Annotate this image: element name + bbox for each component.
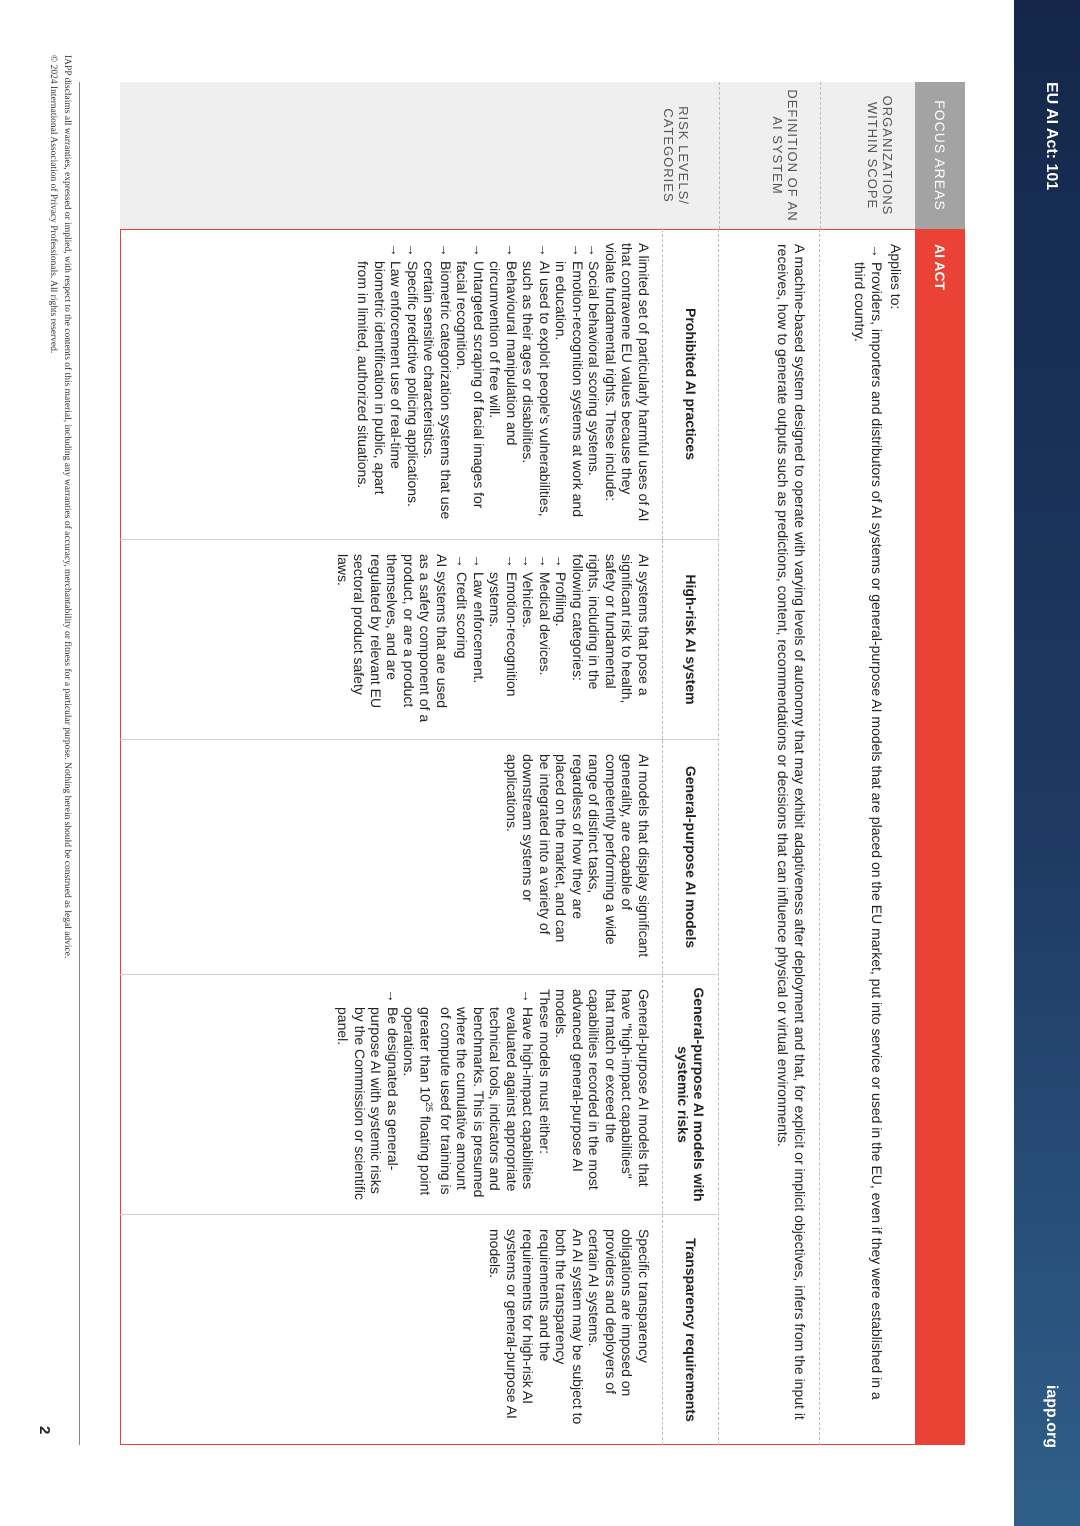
site-link[interactable]: iapp.org (1043, 1384, 1060, 1448)
footer-rule (79, 82, 80, 1445)
gpai-systemic-column (120, 974, 719, 1214)
arrow-right-icon: → (504, 554, 520, 568)
arrow-right-icon: → (388, 243, 405, 257)
arrow-right-icon: → (586, 243, 603, 257)
list-item: → Specific predictive policing applications. (405, 243, 421, 507)
orgs-cell (851, 244, 904, 1424)
arrow-right-icon: → (405, 243, 421, 257)
prohibited-title: Prohibited AI practices (662, 229, 719, 539)
list-item: → Biometric categorization systems that use certain sensitive characteristics. (421, 243, 454, 520)
arrow-right-icon: → (520, 989, 537, 1003)
ai-act-header: AI ACT (915, 229, 965, 1445)
ai-act-table (120, 82, 965, 1445)
list-item: → Law enforcement use of real-time biometric identification in public, apart from in limited, authorized situations. (355, 243, 405, 495)
arrow-right-icon: → (869, 244, 885, 258)
gpai-systemic-intro: General-purpose AI models that have "high-impact capabilities" that match or exceed the capabilities recorded in the most advanced general-purpose AI models. (553, 989, 652, 1190)
gpai-systemic-title: General-purpose AI models with systemic risks (662, 975, 719, 1214)
list-item: → Have high-impact capabilities evaluated against appropriate technical tools, indicators and benchmarks. This is presumed where the cumulative amount of compute used for training is greater than $10^{25}$ floating point operations. (401, 989, 537, 1198)
transparency-p1: Specific transparency obligations are imposed on providers and deployers of certain AI systems. (586, 1229, 652, 1397)
arrow-right-icon: → (570, 243, 586, 257)
arrow-right-icon: → (504, 243, 520, 257)
arrow-right-icon: → (537, 554, 553, 568)
row-label-orgs: ORGANIZATIONS WITHIN SCOPE (820, 82, 915, 229)
high-risk-intro: AI systems that pose a significant risk to health, safety or fundamental rights, including in the following categories: (570, 554, 652, 704)
list-item: → Untargeted scraping of facial images for facial recognition. (454, 243, 487, 509)
transparency-title: Transparency requirements (662, 1215, 719, 1445)
high-risk-outro: AI systems that are used as a safety component of a product, or are a product themselves, and are regulated by relevant EU sectoral product safety laws. (335, 554, 450, 723)
list-item: → Social behavioral scoring systems. (586, 243, 603, 476)
row-label-definition: DEFINITION OF AN AI SYSTEM (719, 82, 820, 229)
prohibited-intro: A limited set of particularly harmful uses of AI that contravene EU values because they violate fundamental rights. These include: (603, 243, 652, 522)
list-item: → Be designated as general-purpose AI with systemic risks by the Commission or scientific panel. (335, 989, 401, 1200)
row-divider (819, 229, 820, 1445)
list-item: → Providers, importers and distributors of AI systems or general-purpose AI models that are placed on the EU market, put into service or used in the EU, even if they were established in a third country. (852, 244, 885, 1400)
list-item: → Behavioural manipulation and circumvention of free will. (487, 243, 520, 446)
doc-title: EU AI Act: 101 (1043, 82, 1060, 191)
arrow-right-icon: → (471, 243, 487, 257)
row-label-risk: RISK LEVELS/ CATEGORIES (120, 82, 719, 229)
gpai-title: General-purpose AI models (662, 740, 719, 974)
arrow-right-icon: → (384, 989, 401, 1003)
list-item: → Emotion-recognition systems. (487, 554, 520, 697)
gpai-column (120, 739, 719, 974)
arrow-right-icon: → (520, 554, 537, 568)
page-number: 2 (36, 1426, 53, 1435)
list-item: → Law enforcement. (471, 554, 487, 684)
disclaimer: IAPP disclaims all warranties, expressed or implied, with respect to the contents of this material, including any warranties of accuracy, merchantability or fitness for a particular purpose. Nothing herein should be construed as legal advice. (62, 55, 72, 959)
list-item: → Medical devices. (537, 554, 553, 676)
arrow-right-icon: → (471, 554, 487, 568)
arrow-right-icon: → (553, 554, 570, 568)
focus-areas-header: FOCUS AREAS (915, 82, 965, 229)
orgs-intro: Applies to: (888, 244, 904, 310)
arrow-right-icon: → (438, 243, 454, 257)
arrow-right-icon: → (454, 554, 471, 568)
list-item: → Credit scoring (454, 554, 471, 659)
high-risk-column (120, 539, 719, 739)
gpai-text: AI models that display significant generality, are capable of competently performing a wide range of distinct tasks, regardless of how they are placed on the market, and can be integrated into a variety of downstream systems or applications. (504, 754, 652, 958)
high-risk-title: High-risk AI system (662, 540, 719, 739)
copyright: © 2024 International Association of Privacy Professionals. All rights reserved. (48, 55, 58, 354)
header-band (1014, 0, 1080, 1526)
gpai-systemic-lead: These models must either: (537, 989, 553, 1154)
prohibited-column (120, 229, 719, 539)
arrow-right-icon: → (537, 243, 553, 257)
definition-cell: A machine-based system designed to operate with varying levels of autonomy that may exhibit adaptiveness after deployment and that, for explicit or implicit objectives, infers from the input it receives, how to generate outputs such as predictions, content, recommendations or decisions that can influence physical or virtual environments. (775, 244, 808, 1420)
transparency-p2: An AI system may be subject to both the transparency requirements and the requirements for high-risk AI systems or general-purpose AI models. (487, 1229, 586, 1425)
transparency-column (120, 1214, 719, 1445)
list-item: → Emotion-recognition systems at work and in education. (553, 243, 586, 517)
list-item: → Vehicles. (520, 554, 537, 629)
list-item: → Profiling. (553, 554, 570, 627)
list-item: → AI used to exploit people's vulnerabilities, such as their ages or disabilities. (520, 243, 553, 517)
